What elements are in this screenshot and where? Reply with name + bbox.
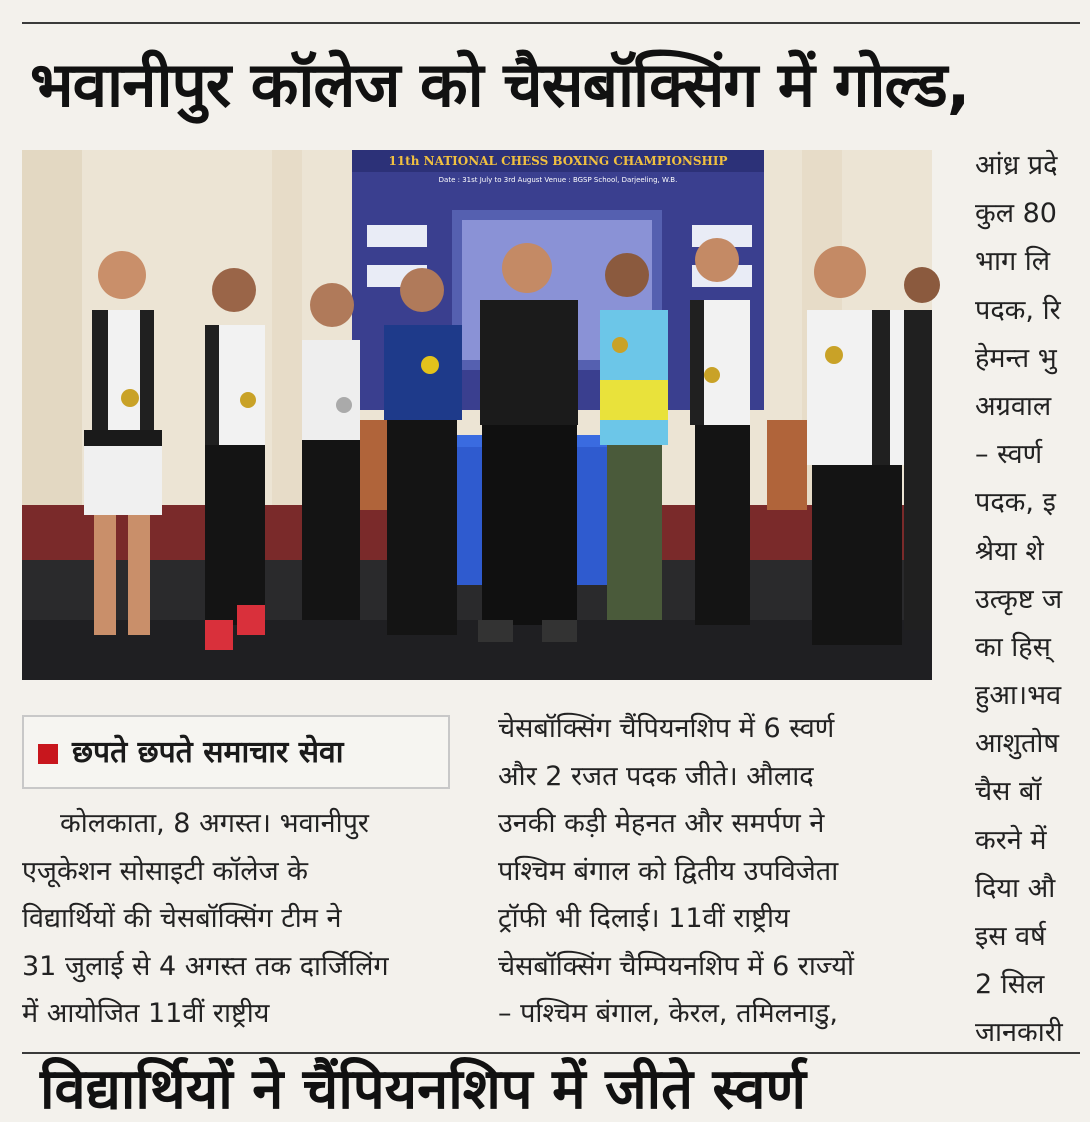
column3-line: आशुतोष xyxy=(975,728,1059,760)
byline: छपते छपते समाचार सेवा xyxy=(72,735,344,770)
column3-line: इस वर्ष xyxy=(975,921,1046,952)
column3-line: आंध्र प्रदे xyxy=(975,150,1058,181)
column2-line: चेसबॉक्सिंग चैम्पियनशिप में 6 राज्यों xyxy=(498,950,855,982)
column3-line: – स्वर्ण xyxy=(975,439,1043,471)
byline-box xyxy=(22,715,450,789)
column1-line: विद्यार्थियों की चेसबॉक्सिंग टीम ने xyxy=(22,903,342,934)
top-rule xyxy=(22,22,1080,24)
article-column-1 xyxy=(22,800,454,1038)
next-headline-cut xyxy=(40,1057,1080,1122)
column3-line: हुआ।भव xyxy=(975,680,1062,712)
column1-line: 31 जुलाई से 4 अगस्त तक दार्जिलिंग xyxy=(22,950,389,982)
column3-line: अग्रवाल xyxy=(975,390,1052,422)
column3-line: कुल 80 xyxy=(975,198,1057,230)
team-photo xyxy=(22,150,932,680)
column2-line: पश्चिम बंगाल को द्वितीय उपविजेता xyxy=(498,855,839,887)
column1-line: में आयोजित 11वीं राष्ट्रीय xyxy=(22,998,270,1029)
bottom-rule xyxy=(22,1052,1080,1054)
column1-line: कोलकाता, 8 अगस्त। भवानीपुर xyxy=(60,808,369,839)
column3-line: 2 सिल xyxy=(975,969,1045,1001)
banner-title: 11th NATIONAL CHESS BOXING CHAMPIONSHIP xyxy=(388,154,728,168)
article-column-2 xyxy=(498,705,932,1038)
column3-line: पदक, रि xyxy=(975,294,1061,326)
team-photo-illustration xyxy=(22,150,932,680)
column3-line: हेमन्त भु xyxy=(975,342,1057,374)
column1-line: एजूकेशन सोसाइटी कॉलेज के xyxy=(22,855,308,887)
column2-line: उनकी कड़ी मेहनत और समर्पण ने xyxy=(498,808,825,839)
column3-line: पदक, इ xyxy=(975,487,1056,519)
column3-line: भाग लि xyxy=(975,246,1051,278)
column3-line: दिया औ xyxy=(975,872,1056,904)
banner-subtitle: Date : 31st July to 3rd August Venue : BGSP School, Darjeeling, W.B. xyxy=(438,176,678,184)
column3-line: जानकारी xyxy=(975,1017,1063,1049)
column3-line: श्रेया शे xyxy=(975,535,1044,567)
column2-line: चेसबॉक्सिंग चैंपियनशिप में 6 स्वर्ण xyxy=(498,713,835,744)
byline-bullet-icon xyxy=(38,744,58,764)
column2-line: – पश्चिम बंगाल, केरल, तमिलनाडु, xyxy=(498,998,838,1029)
column3-line: करने में xyxy=(975,824,1047,856)
article-column-3 xyxy=(975,142,1080,1058)
column3-line: उत्कृष्ट ज xyxy=(975,583,1063,615)
column2-line: ट्रॉफी भी दिलाई। 11वीं राष्ट्रीय xyxy=(498,903,790,934)
column2-line: और 2 रजत पदक जीते। औलाद xyxy=(498,760,814,792)
column3-line: चैस बॉ xyxy=(975,776,1042,808)
next-headline: विद्यार्थियों ने चैंपियनशिप में जीते स्वर्ण xyxy=(40,1057,806,1122)
headline: भवानीपुर कॉलेज को चैसबॉक्सिंग में गोल्ड, xyxy=(30,48,970,121)
column3-line: का हिस् xyxy=(975,631,1051,663)
